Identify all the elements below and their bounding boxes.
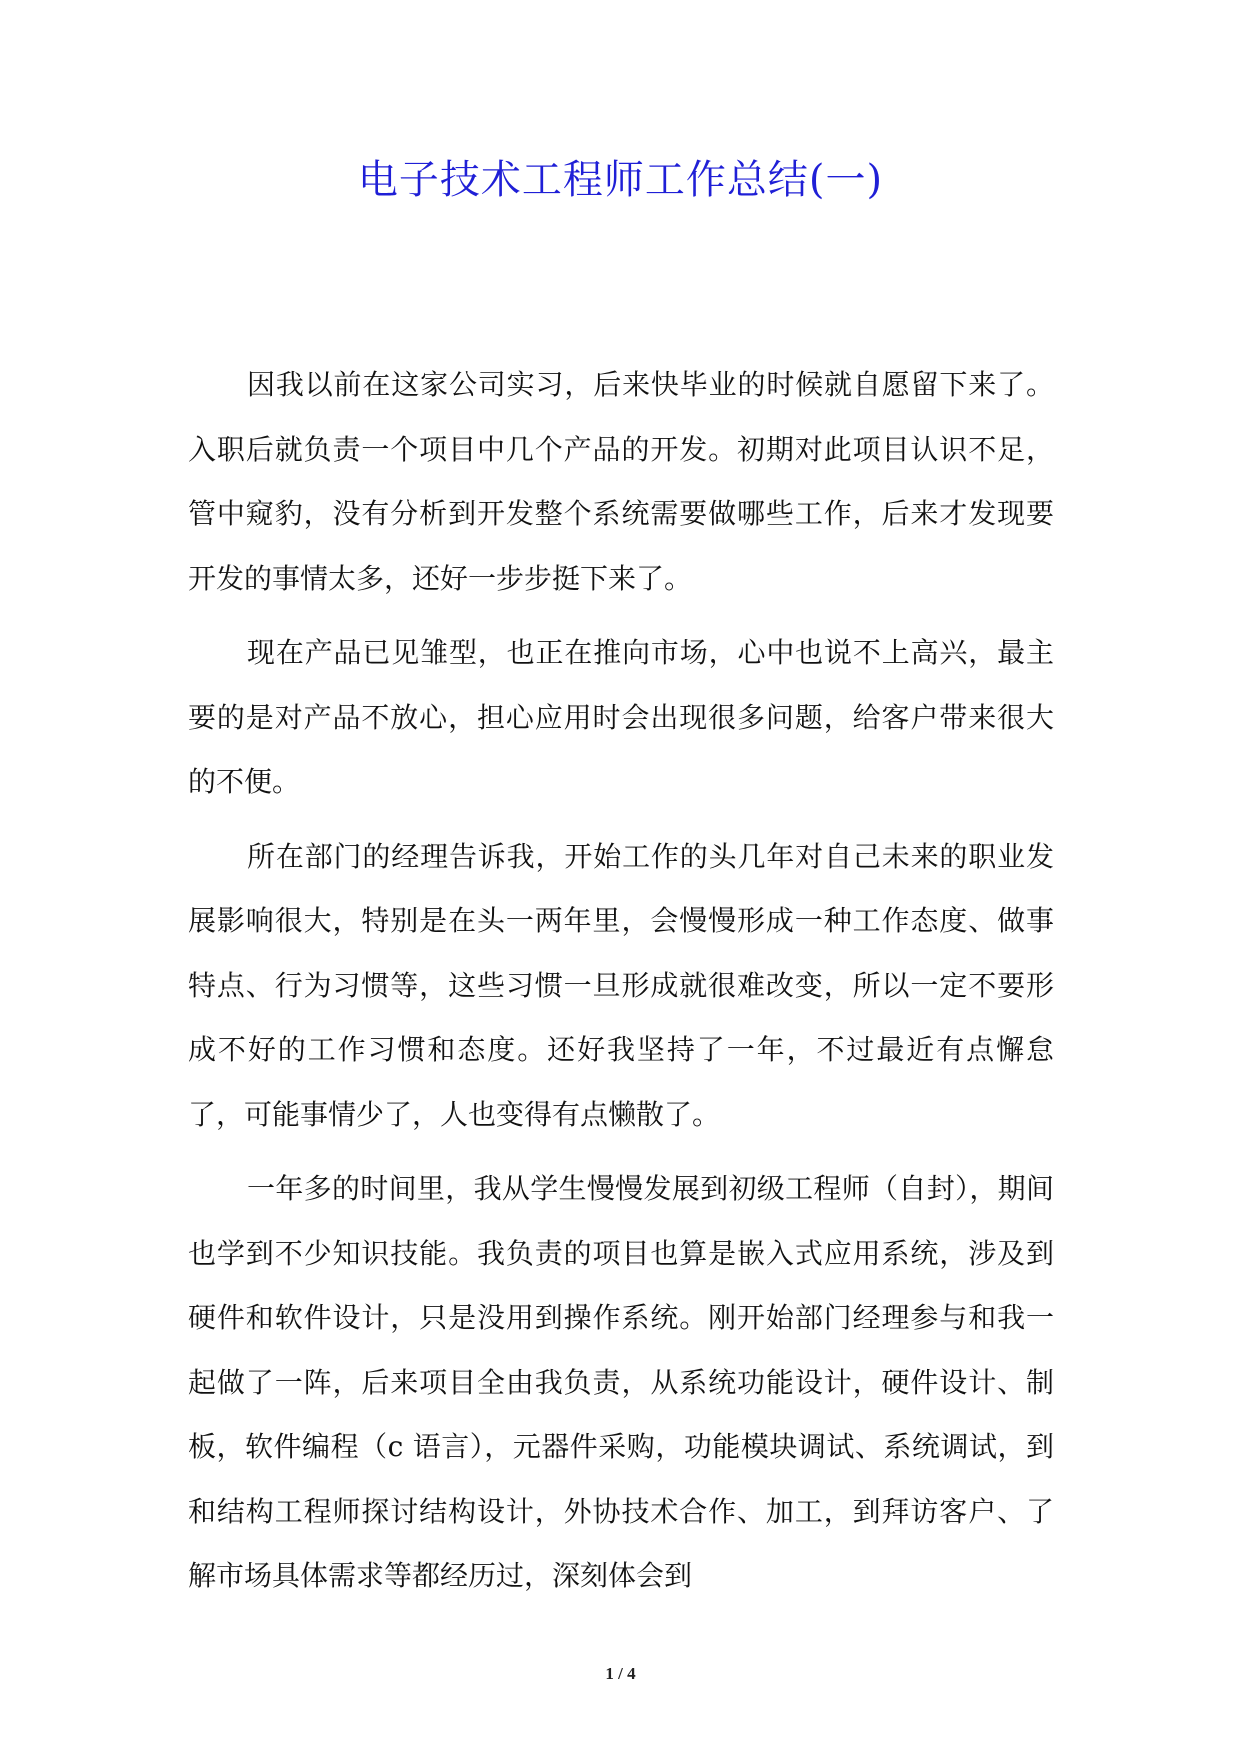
- document-body: [188, 353, 1054, 1609]
- paragraph-2: 现在产品已见雏型，也正在推向市场，心中也说不上高兴，最主要的是对产品不放心，担心应用时会出现很多问题，给客户带来很大的不便。: [188, 636, 1054, 798]
- paragraph-3: 所在部门的经理告诉我，开始工作的头几年对自己未来的职业发展影响很大，特别是在头一两年里，会慢慢形成一种工作态度、做事特点、行为习惯等，这些习惯一旦形成就很难改变，所以一定不要形成不好的工作习惯和态度。还好我坚持了一年，不过最近有点懈怠了，可能事情少了，人也变得有点懒散了。: [188, 839, 1054, 1131]
- paragraph-4: 一年多的时间里，我从学生慢慢发展到初级工程师（自封），期间也学到不少知识技能。我负责的项目也算是嵌入式应用系统，涉及到硬件和软件设计，只是没用到操作系统。刚开始部门经理参与和我一起做了一阵，后来项目全由我负责，从系统功能设计，硬件设计、制板，软件编程（c 语言），元器件采购，功能模块调试、系统调试，到和结构工程师探讨结构设计，外协技术合作、加工，到拜访客户、了解市场具体需求等都经历过，深刻体会到: [188, 1172, 1054, 1592]
- paragraph-1: 因我以前在这家公司实习，后来快毕业的时候就自愿留下来了。入职后就负责一个项目中几个产品的开发。初期对此项目认识不足，管中窥豹，没有分析到开发整个系统需要做哪些工作，后来才发现要开发的事情太多，还好一步步挺下来了。: [188, 368, 1054, 595]
- document-title: 电子技术工程师工作总结(一): [357, 157, 884, 203]
- page-number: 1 / 4: [605, 1664, 636, 1683]
